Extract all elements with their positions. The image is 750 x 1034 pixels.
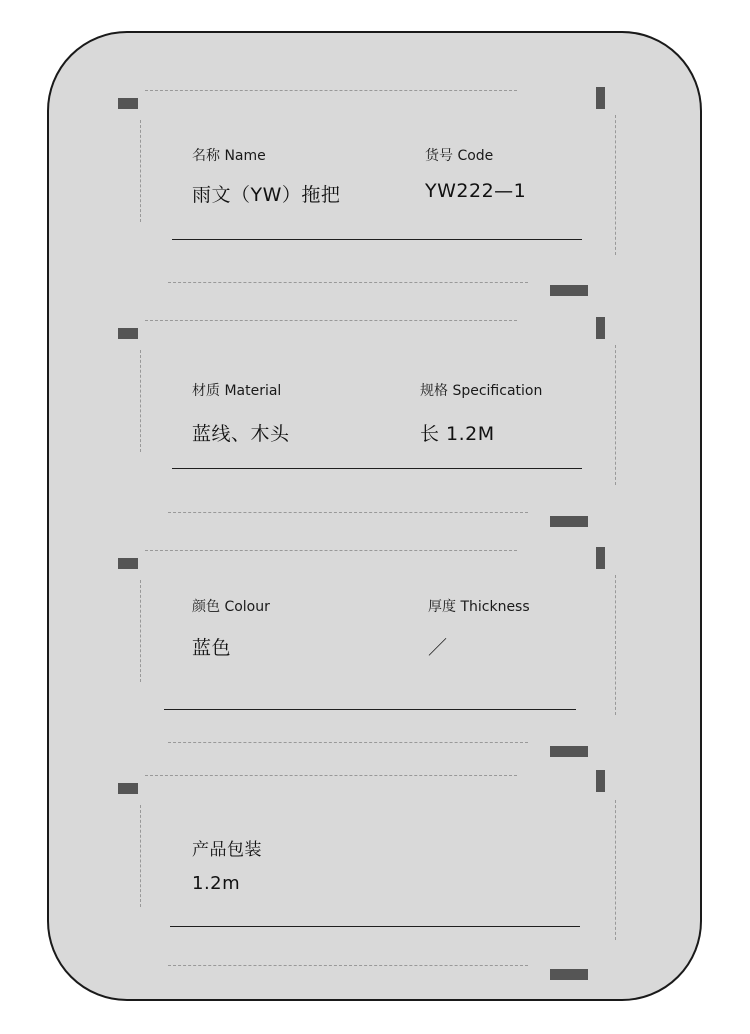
corner-marker <box>118 328 138 339</box>
packaging-label: 产品包装 <box>192 840 262 860</box>
code-value: YW222—1 <box>425 180 527 202</box>
thickness-value: ／ <box>428 637 448 659</box>
code-label: 货号 Code <box>425 148 494 164</box>
dashed-line <box>145 320 517 321</box>
dashed-line <box>140 805 141 907</box>
section-colour-thickness <box>0 460 750 690</box>
underline <box>170 926 580 927</box>
section-material-spec <box>0 230 750 460</box>
corner-marker <box>596 770 605 792</box>
colour-label: 颜色 Colour <box>192 599 270 615</box>
corner-marker <box>118 558 138 569</box>
section-packaging <box>0 685 750 915</box>
material-value: 蓝线、木头 <box>192 423 290 445</box>
dashed-line <box>145 775 517 776</box>
corner-marker <box>118 98 138 109</box>
corner-marker <box>118 783 138 794</box>
section-name-code <box>0 0 750 230</box>
specification-label: 规格 Specification <box>420 383 543 399</box>
corner-marker <box>596 317 605 339</box>
corner-marker <box>596 547 605 569</box>
corner-marker <box>596 87 605 109</box>
colour-value: 蓝色 <box>192 637 232 659</box>
dashed-line <box>140 120 141 222</box>
dashed-line <box>615 800 616 940</box>
specification-value: 长 1.2M <box>420 423 495 445</box>
dashed-line <box>168 965 528 966</box>
dashed-line <box>140 350 141 452</box>
name-value: 雨文（YW）拖把 <box>192 184 341 206</box>
thickness-label: 厚度 Thickness <box>428 599 530 615</box>
material-label: 材质 Material <box>192 383 282 399</box>
dashed-line <box>140 580 141 682</box>
corner-marker <box>550 969 588 980</box>
dashed-line <box>145 550 517 551</box>
packaging-value: 1.2m <box>192 873 241 894</box>
name-label: 名称 Name <box>192 148 266 164</box>
dashed-line <box>145 90 517 91</box>
